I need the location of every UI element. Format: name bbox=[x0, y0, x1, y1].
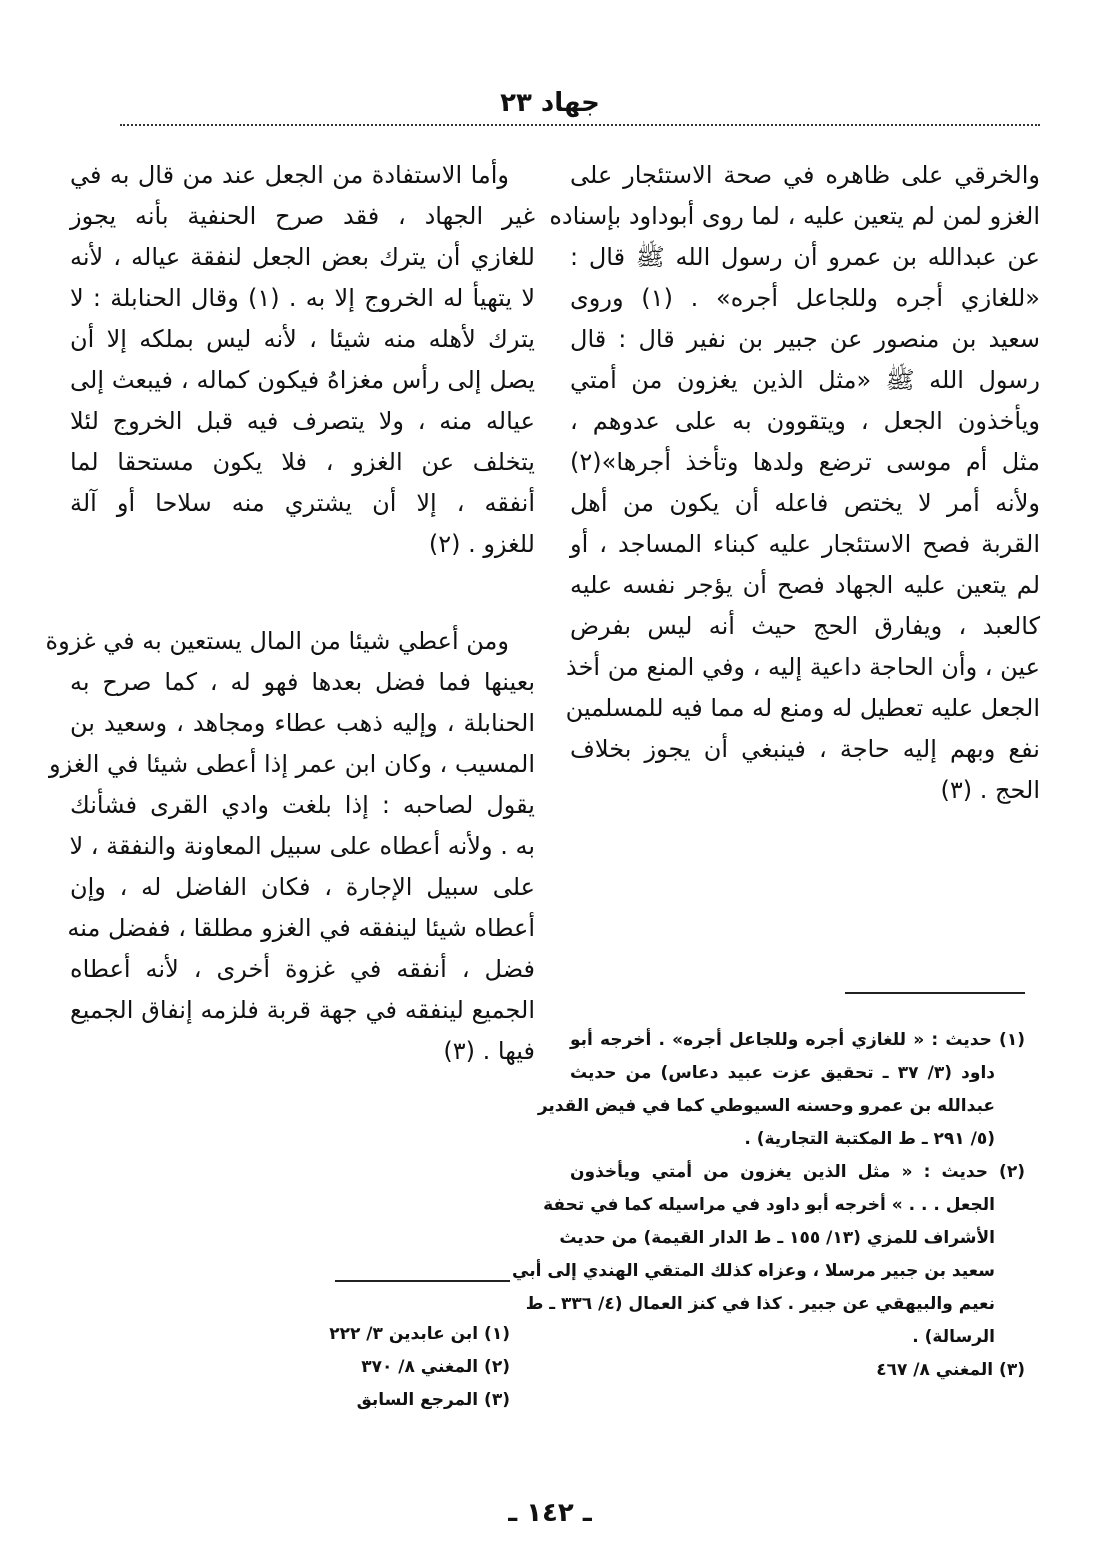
footnote-line: (١) حديث : « للغازي أجره وللجاعل أجره» . أخرجه أبو bbox=[570, 1030, 1025, 1050]
text-line: ويأخذون الجعل ، ويتقوون به على عدوهم ، bbox=[570, 407, 1040, 435]
text-line: يتخلف عن الغزو ، فلا يكون مستحقا لما bbox=[70, 448, 535, 476]
text-line: ولأنه أمر لا يختص فاعله أن يكون من أهل bbox=[570, 489, 1040, 517]
footnote-line: داود (٣/ ٣٧ ـ تحقيق عزت عبيد دعاس) من حديث bbox=[570, 1063, 996, 1083]
text-line: والخرقي على ظاهره في صحة الاستئجار على bbox=[570, 161, 1040, 189]
text-line: لا يتهيأ له الخروج إلا به . (١) وقال الحنابلة : لا bbox=[70, 284, 536, 312]
text-line: فضل ، أنفقه في غزوة أخرى ، لأنه أعطاه bbox=[70, 955, 535, 983]
footnote-line: (٣) المرجع السابق bbox=[356, 1390, 510, 1410]
footnote-line: (٥/ ٢٩١ ـ ط المكتبة التجارية) . bbox=[744, 1129, 995, 1149]
footnote-line: (١) ابن عابدين ٣/ ٢٢٢ bbox=[329, 1324, 510, 1344]
footnote-line: (٣) المغني ٨/ ٤٦٧ bbox=[876, 1360, 1025, 1380]
footnote-line: نعيم والبيهقي عن جبير . كذا في كنز العمال (٤/ ٣٣٦ ـ ط bbox=[525, 1294, 995, 1314]
text-line: يقول لصاحبه : إذا بلغت وادي القرى فشأنك bbox=[70, 791, 535, 819]
text-line: به . ولأنه أعطاه على سبيل المعاونة والنفقة ، لا bbox=[69, 832, 535, 860]
text-line: وأما الاستفادة من الجعل عند من قال به في bbox=[70, 161, 509, 189]
left-column-footnotes bbox=[280, 1318, 510, 1417]
text-line: الحج . (٣) bbox=[940, 776, 1040, 804]
right-column-footnotes bbox=[512, 1024, 1025, 1387]
text-line: عين ، وأن الحاجة داعية إليه ، وفي المنع من أخذ bbox=[565, 653, 1040, 681]
text-line: «للغازي أجره وللجاعل أجره» . (١) وروى bbox=[570, 284, 1040, 312]
footnote-line: (٢) المغني ٨/ ٣٧٠ bbox=[361, 1357, 510, 1377]
text-line: سعيد بن منصور عن جبير بن نفير قال : قال bbox=[570, 325, 1040, 353]
right-footnote-separator bbox=[845, 992, 1025, 994]
footnote-line: الرسالة) . bbox=[912, 1327, 995, 1347]
text-line: ومن أعطي شيئا من المال يستعين به في غزوة bbox=[45, 627, 509, 655]
text-line: رسول الله ﷺ «مثل الذين يغزون من أمتي bbox=[570, 366, 1040, 394]
page-header-title: جهاد ٢٣ bbox=[500, 88, 600, 118]
text-line: القربة فصح الاستئجار عليه كبناء المساجد ، أو bbox=[570, 530, 1040, 558]
page-number: ـ ١٤٢ ـ bbox=[508, 1498, 592, 1528]
text-line: للغزو . (٢) bbox=[428, 530, 535, 558]
text-line: يصل إلى رأس مغزاهُ فيكون كماله ، فيبعث إلى bbox=[70, 366, 535, 394]
text-line: مثل أم موسى ترضع ولدها وتأخذ أجرها»(٢) bbox=[570, 448, 1040, 476]
footnote-line: الجعل . . . » أخرجه أبو داود في مراسيله كما في تحفة bbox=[543, 1195, 995, 1215]
text-line: بعينها فما فضل بعدها فهو له ، كما صرح به bbox=[70, 668, 535, 696]
footnote-line: الأشراف للمزي (١٣/ ١٥٥ ـ ط الدار القيمة) من حديث bbox=[559, 1228, 995, 1248]
right-column-body bbox=[549, 155, 1040, 811]
footnote-line: عبدالله بن عمرو وحسنه السيوطي كما في فيض القدير bbox=[537, 1096, 995, 1116]
text-line: على سبيل الإجارة ، فكان الفاضل له ، وإن bbox=[70, 873, 535, 901]
text-line: الغزو لمن لم يتعين عليه ، لما روى أبوداود بإسناده bbox=[549, 202, 1040, 230]
text-line: عياله منه ، ولا يتصرف فيه قبل الخروج لئلا bbox=[70, 407, 535, 435]
header-dotted-rule bbox=[120, 124, 1040, 126]
text-line: أنفقه ، إلا أن يشتري منه سلاحا أو آلة bbox=[70, 489, 535, 517]
text-line: المسيب ، وكان ابن عمر إذا أعطى شيئا في الغزو bbox=[49, 750, 535, 778]
text-line: الجعل عليه تعطيل له ومنع له مما فيه للمسلمين bbox=[565, 694, 1040, 722]
text-line: كالعبد ، ويفارق الحج حيث أنه ليس بفرض bbox=[570, 612, 1040, 640]
text-line: غير الجهاد ، فقد صرح الحنفية بأنه يجوز bbox=[70, 202, 535, 230]
text-line: الحنابلة ، وإليه ذهب عطاء ومجاهد ، وسعيد بن bbox=[70, 709, 535, 737]
text-line: فيها . (٣) bbox=[443, 1037, 535, 1065]
text-line: نفع وبهم إليه حاجة ، فينبغي أن يجوز بخلاف bbox=[570, 735, 1040, 763]
text-line: عن عبدالله بن عمرو أن رسول الله ﷺ قال : bbox=[570, 243, 1040, 271]
footnote-line: سعيد بن جبير مرسلا ، وعزاه كذلك المتقي الهندي إلى أبي bbox=[512, 1261, 995, 1281]
footnote-line: (٢) حديث : « مثل الذين يغزون من أمتي ويأخذون bbox=[570, 1162, 1025, 1182]
text-line: يترك لأهله منه شيئا ، لأنه ليس بملكه إلا أن bbox=[70, 325, 535, 353]
text-line: للغازي أن يترك بعض الجعل لنفقة عياله ، لأنه bbox=[70, 243, 535, 271]
text-line: الجميع لينفقه في جهة قربة فلزمه إنفاق الجميع bbox=[70, 996, 535, 1024]
left-footnote-separator bbox=[335, 1280, 510, 1282]
text-line: أعطاه شيئا لينفقه في الغزو مطلقا ، ففضل منه bbox=[67, 914, 535, 942]
text-line: لم يتعين عليه الجهاد فصح أن يؤجر نفسه عليه bbox=[570, 571, 1040, 599]
left-column-body bbox=[45, 155, 536, 1072]
paragraph-gap bbox=[70, 565, 535, 621]
